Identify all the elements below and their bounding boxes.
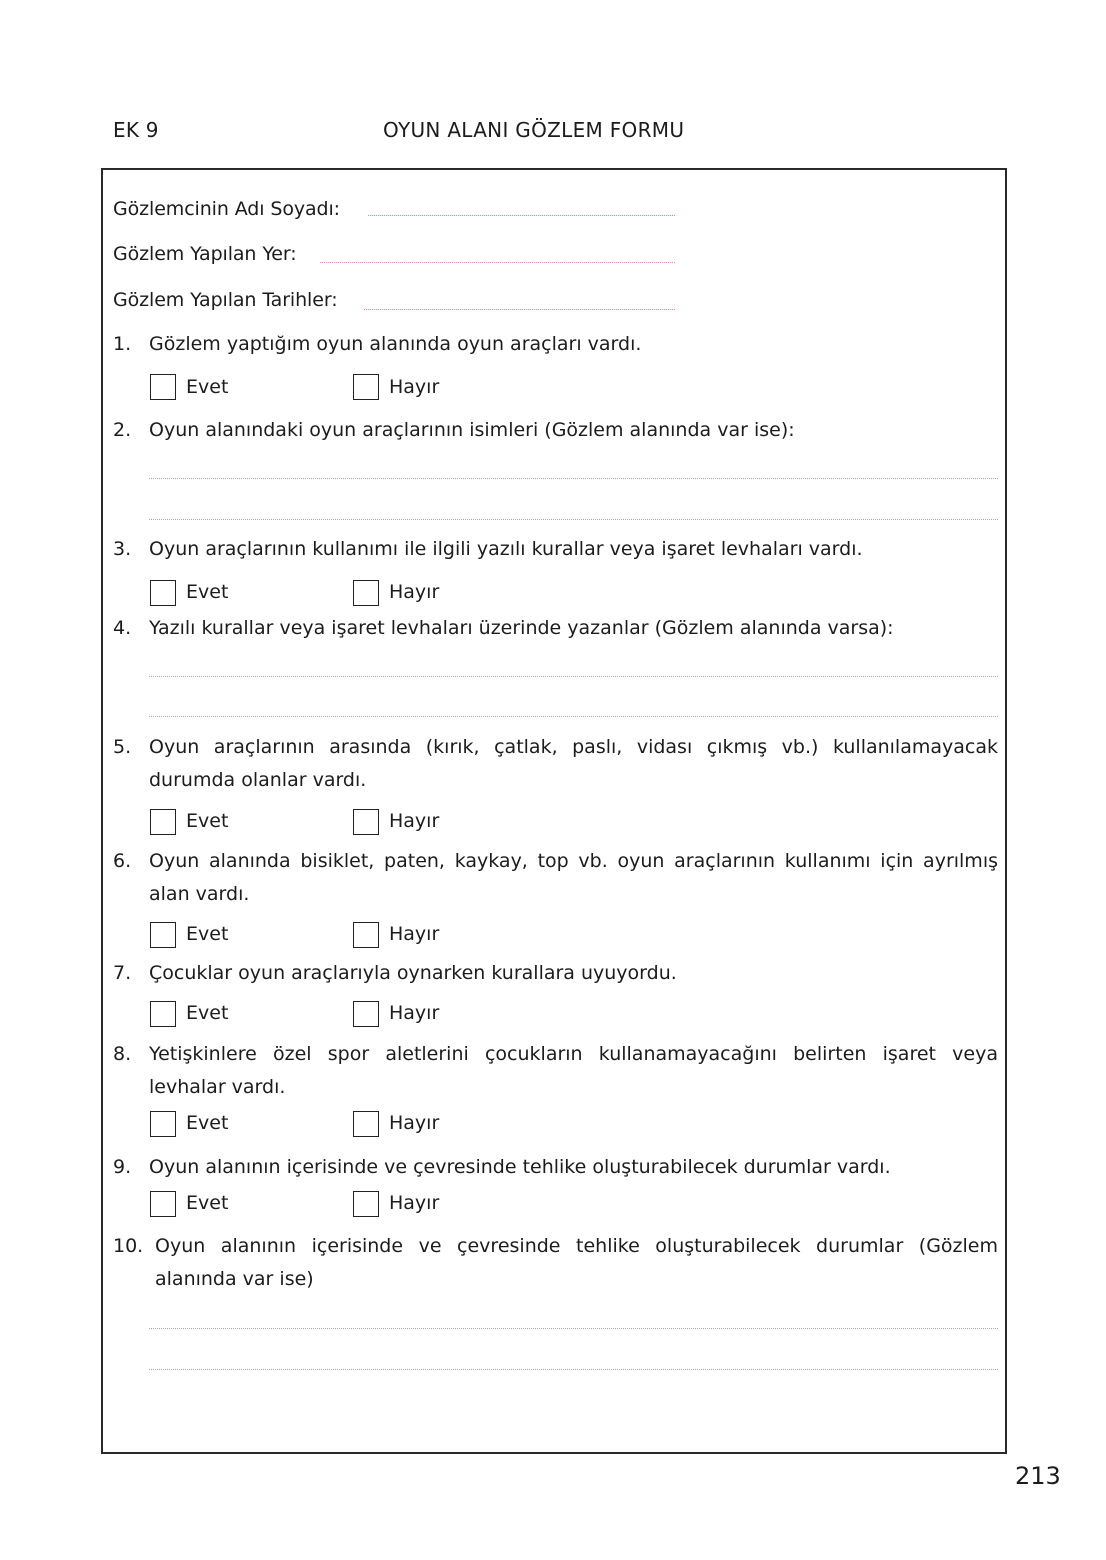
q4-answer-line-1[interactable] [149, 676, 998, 677]
q7-no-label: Hayır [389, 1002, 440, 1024]
q1-no-checkbox[interactable] [353, 374, 379, 400]
page-number: 213 [1015, 1462, 1061, 1490]
question-text: Oyun araçlarının kullanımı ile ilgili yazılı kurallar veya işaret levhaları vardı. [149, 538, 863, 560]
q1-yes-checkbox[interactable] [150, 374, 176, 400]
q8-no-label: Hayır [389, 1112, 440, 1134]
question-text: Oyun alanının içerisinde ve çevresinde tehlike oluşturabilecek durumlar (Gözlem alanında var ise) [155, 1235, 998, 1290]
observer-name-field[interactable] [368, 215, 675, 216]
q3-no-label: Hayır [389, 581, 440, 603]
q9-no-label: Hayır [389, 1192, 440, 1214]
page-title: OYUN ALANI GÖZLEM FORMU [383, 118, 685, 142]
question-text: Çocuklar oyun araçlarıyla oynarken kurallara uyuyordu. [149, 962, 677, 984]
question-text: Oyun alanının içerisinde ve çevresinde tehlike oluşturabilecek durumlar vardı. [149, 1156, 891, 1178]
question-text: Yazılı kurallar veya işaret levhaları üzerinde yazanlar (Gözlem alanında varsa): [149, 617, 894, 639]
question-number: 5. [113, 736, 132, 758]
observer-name-label: Gözlemcinin Adı Soyadı: [113, 198, 340, 220]
q6-yes-checkbox[interactable] [150, 922, 176, 948]
q9-no-checkbox[interactable] [353, 1191, 379, 1217]
question-text: Gözlem yaptığım oyun alanında oyun araçları vardı. [149, 333, 642, 355]
question-text: Oyun alanında bisiklet, paten, kaykay, top vb. oyun araçlarının kullanımı için ayrılmış alan vardı. [149, 850, 998, 905]
q5-yes-checkbox[interactable] [150, 809, 176, 835]
q6-yes-label: Evet [186, 923, 229, 945]
observation-dates-label: Gözlem Yapılan Tarihler: [113, 289, 338, 311]
q7-yes-checkbox[interactable] [150, 1001, 176, 1027]
question-number: 3. [113, 538, 132, 560]
q4-answer-line-2[interactable] [149, 716, 998, 717]
question-number: 4. [113, 617, 132, 639]
question-number: 1. [113, 333, 132, 355]
q9-yes-checkbox[interactable] [150, 1191, 176, 1217]
question-number: 7. [113, 962, 132, 984]
observation-place-label: Gözlem Yapılan Yer: [113, 243, 297, 265]
q3-no-checkbox[interactable] [353, 580, 379, 606]
q5-yes-label: Evet [186, 810, 229, 832]
q10-answer-line-1[interactable] [149, 1328, 998, 1329]
q9-yes-label: Evet [186, 1192, 229, 1214]
q7-no-checkbox[interactable] [353, 1001, 379, 1027]
question-text: Oyun alanındaki oyun araçlarının isimleri (Gözlem alanında var ise): [149, 419, 795, 441]
question-number: 2. [113, 419, 132, 441]
observation-dates-field[interactable] [364, 309, 675, 310]
question-text: Oyun araçlarının arasında (kırık, çatlak, paslı, vidası çıkmış vb.) kullanılamayacak durumda olanlar vardı. [149, 736, 998, 791]
q7-yes-label: Evet [186, 1002, 229, 1024]
q10-answer-line-2[interactable] [149, 1369, 998, 1370]
q6-no-label: Hayır [389, 923, 440, 945]
q3-yes-label: Evet [186, 581, 229, 603]
appendix-label: EK 9 [113, 118, 159, 142]
q8-yes-checkbox[interactable] [150, 1111, 176, 1137]
question-number: 8. [113, 1043, 132, 1065]
q5-no-checkbox[interactable] [353, 809, 379, 835]
question-number: 9. [113, 1156, 132, 1178]
q8-no-checkbox[interactable] [353, 1111, 379, 1137]
q8-yes-label: Evet [186, 1112, 229, 1134]
question-number: 6. [113, 850, 132, 872]
q2-answer-line-2[interactable] [149, 519, 998, 520]
question-text: Yetişkinlere özel spor aletlerini çocukların kullanamayacağını belirten işaret veya levhalar vardı. [149, 1043, 998, 1098]
q6-no-checkbox[interactable] [353, 922, 379, 948]
q2-answer-line-1[interactable] [149, 478, 998, 479]
q3-yes-checkbox[interactable] [150, 580, 176, 606]
question-number: 10. [113, 1235, 144, 1257]
q1-no-label: Hayır [389, 376, 440, 398]
observation-place-field[interactable] [320, 262, 675, 263]
q5-no-label: Hayır [389, 810, 440, 832]
q1-yes-label: Evet [186, 376, 229, 398]
